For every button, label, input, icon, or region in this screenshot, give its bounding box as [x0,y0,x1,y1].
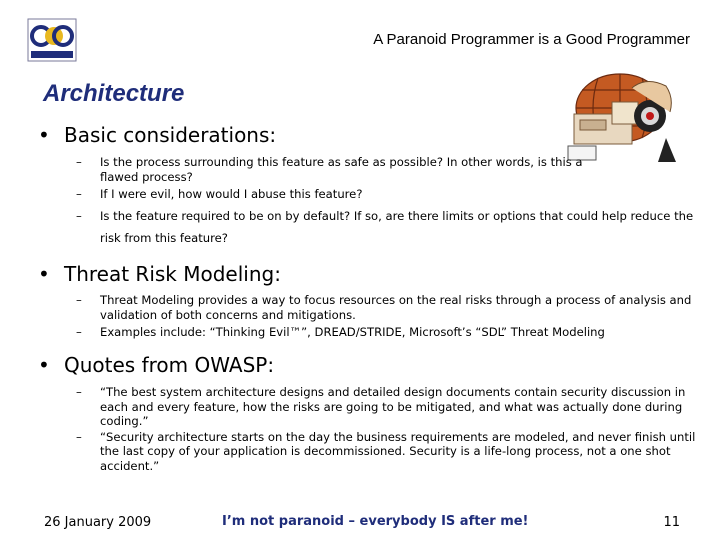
bullet-dot: • [38,262,50,286]
section-quotes-owasp [38,353,698,473]
list-item: – Is the process surrounding this feature as safe as possible? In other words, is this a flawed process? [76,155,583,184]
list-item: – Threat Modeling provides a way to focus resources on the real risks through a process of analysis and validation of both concerns and mitigations. [76,293,692,322]
footer-date: 26 January 2009 [44,515,152,530]
list-item: – “Security architecture starts on the day the business requirements are modeled, and never finish until the last copy of your application is decommissioned. Security is a life-long process, not a one shot accident.” [76,429,696,473]
list-item: – Is the feature required to be on by default? If so, are there limits or options that could help reduce the risk from this feature? [76,208,694,245]
list-item: – If I were evil, how would I abuse this feature? [76,187,363,201]
bullet-dot: • [38,123,50,147]
bullet-dot: • [38,353,50,377]
list-item: – “The best system architecture designs and detailed design documents contain security discussion in each and every feature, how the risks are going to be mitigated, and what was actually done during coding.” [76,385,686,428]
section-basic-considerations [38,123,698,249]
section-threat-risk-modeling [38,262,698,340]
section-heading: Quotes from OWASP: [64,353,275,377]
header-title: A Paranoid Programmer is a Good Programmer [373,31,690,48]
section-heading: Threat Risk Modeling: [64,262,281,286]
slide-title: Architecture [43,80,185,107]
company-logo [27,18,77,62]
section-heading: Basic considerations: [64,123,277,147]
page-number: 11 [663,515,680,530]
footer-slogan: I’m not paranoid – everybody IS after me! [222,514,529,529]
list-item: – Examples include: “Thinking Evil™”, DREAD/STRIDE, Microsoft’s “SDL” Threat Modeling [76,325,605,339]
